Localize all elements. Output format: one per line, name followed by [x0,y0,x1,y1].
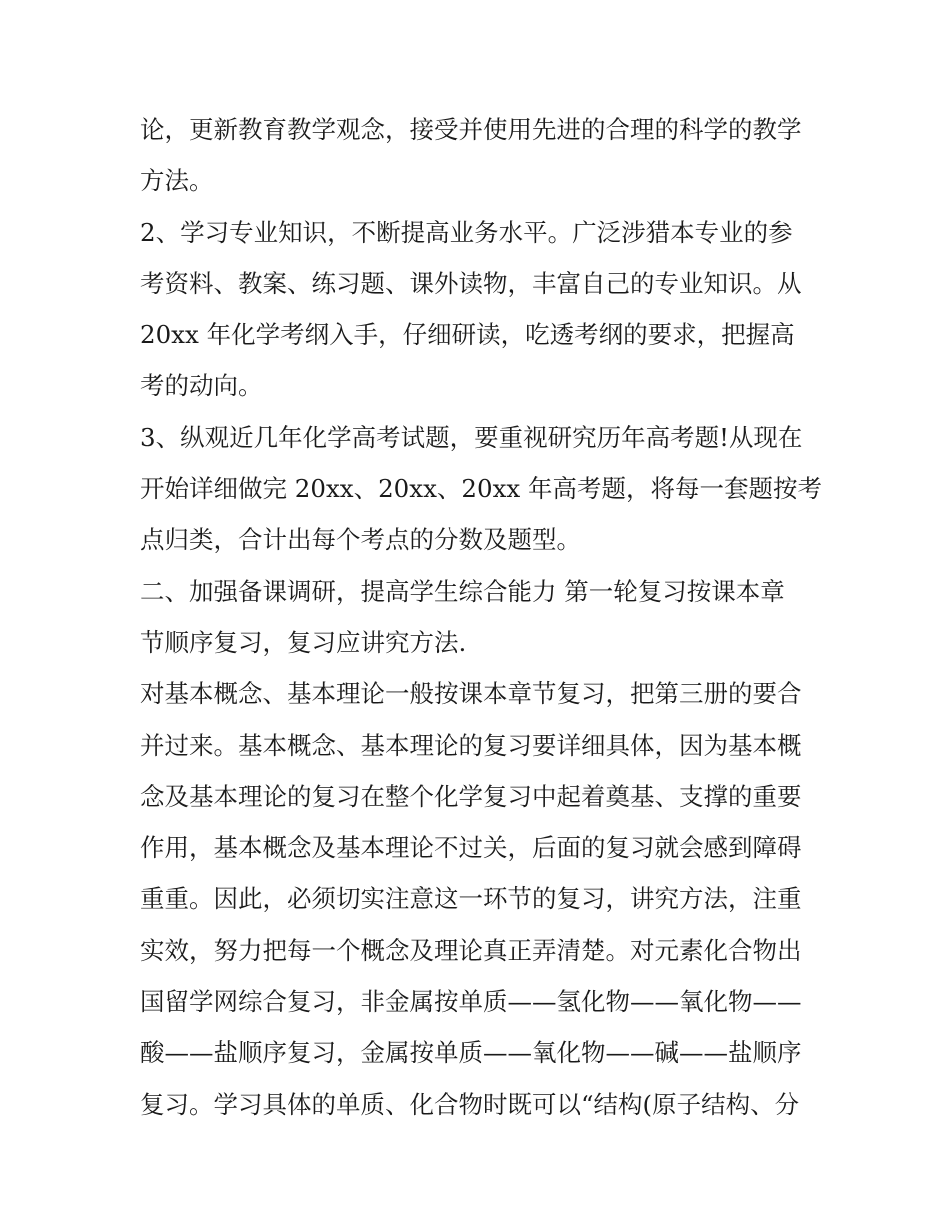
text-line: 20xx 年化学考纲入手，仔细研读，吃透考纲的要求，把握高 [140,320,795,350]
text-line: 并过来。基本概念、基本理论的复习要详细具体，因为基本概 [140,730,802,760]
text-line: 对基本概念、基本理论一般按课本章节复习，把第三册的要合 [140,679,802,709]
text-line: 2、学习专业知识，不断提高业务水平。广泛涉猎本专业的参 [140,217,793,247]
text-line: 重重。因此，必须切实注意这一环节的复习，讲究方法，注重 [140,884,802,914]
text-line: 点归类，合计出每个考点的分数及题型。 [140,525,581,555]
text-line: 考资料、教案、练习题、课外读物，丰富自己的专业知识。从 [140,268,802,298]
text-line: 开始详细做完 20xx、20xx、20xx 年高考题，将每一套题按考 [140,474,823,504]
text-line: 论，更新教育教学观念，接受并使用先进的合理的科学的教学 [140,115,802,144]
text-line: 二、加强备课调研，提高学生综合能力 第一轮复习按课本章 [140,576,785,606]
text-line: 考的动向。 [140,371,263,401]
text-line: 国留学网综合复习，非金属按单质——氢化物——氧化物—— [140,987,802,1017]
text-line: 作用，基本概念及基本理论不过关，后面的复习就会感到障碍 [140,833,802,863]
text-line: 复习。学习具体的单质、化合物时既可以“结构(原子结构、分 [140,1089,800,1119]
text-line: 节顺序复习，复习应讲究方法. [140,627,467,657]
text-line: 酸——盐顺序复习，金属按单质——氧化物——碱——盐顺序 [140,1038,802,1068]
document-body [140,104,823,1130]
text-line: 念及基本理论的复习在整个化学复习中起着奠基、支撑的重要 [140,781,802,811]
text-line: 方法。 [140,166,214,196]
text-line: 实效，努力把每一个概念及理论真正弄清楚。对元素化合物出 [140,935,802,965]
text-line: 3、纵观近几年化学高考试题，要重视研究历年高考题!从现在 [140,422,803,452]
